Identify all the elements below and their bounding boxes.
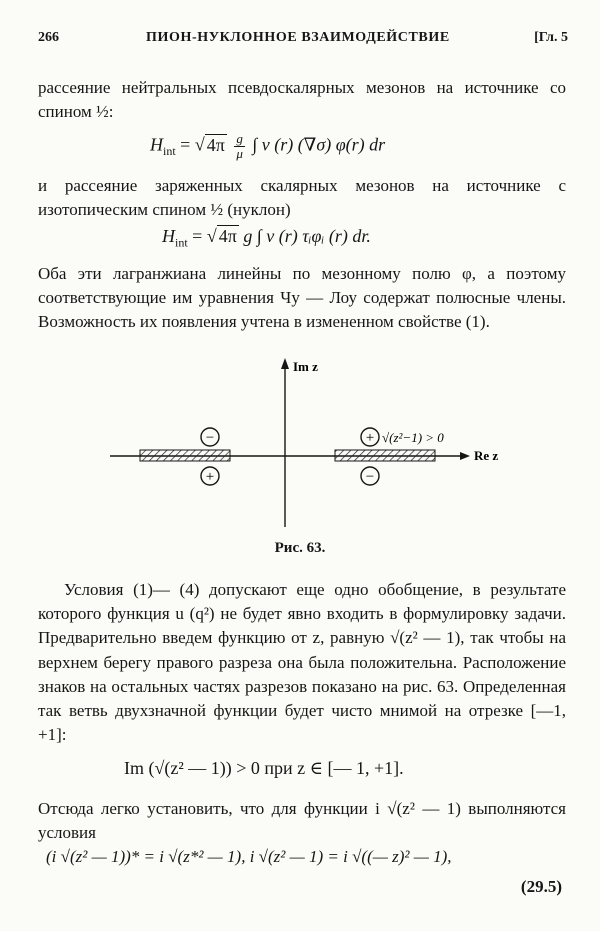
equation-charged-hamiltonian: $H_{int}$ = √ 4π g ∫ v (r) τᵢφᵢ (r) dr.	[162, 226, 371, 250]
eq2-body: g ∫ v (r) τᵢφᵢ (r) dr.	[243, 226, 371, 246]
paragraph-lagrangians: Оба эти лагранжиана линейны по мезонному полю φ, а поэтому соответствующие им уравнения Чу — Лоу содержат полюсные члены. Возможность их появления учтена в измененном свойстве (1).	[38, 264, 566, 332]
paragraph-conditions: Условия (1)— (4) допускают еще одно обобщение, в результате которого функция u (q²) не будет явно входить в формулировку задачи. Предварительно введем функцию от z, равную √(z² — 1), так чтобы на верхнем берегу правого разреза она была положительна. Расположение знаков на остальных частях разрезов показано на рис. 63. Определенная так ветвь двухзначной функции будет чисто мнимой на отрезке [—1, +1]:	[38, 580, 566, 745]
eq1-equals: =	[180, 134, 191, 155]
real-axis-arrow-icon	[460, 452, 470, 460]
eq1-sqrt: 4π	[206, 134, 225, 155]
right-branch-cut	[335, 450, 435, 461]
eq2-sqrt: 4π	[218, 226, 237, 246]
left-lower-sign: +	[205, 469, 215, 485]
left-upper-sign: −	[205, 430, 215, 446]
chapter-reference: [Гл. 5	[534, 30, 568, 45]
eq1-lhs-sub: int	[163, 144, 176, 159]
left-branch-cut	[140, 450, 230, 461]
eq1-fraction	[234, 132, 245, 161]
eq2-equals: =	[192, 226, 203, 246]
running-title: ПИОН-НУКЛОННОЕ ВЗАИМОДЕЙСТВИЕ	[146, 30, 450, 45]
eq1-frac-den: μ	[236, 146, 243, 161]
right-upper-sign: +	[365, 430, 375, 446]
equation-number: (29.5)	[520, 877, 562, 896]
paragraph-function-conditions: Отсюда легко установить, что для функции i √(z² — 1) выполняются условия	[38, 799, 566, 843]
eq1-frac-num: g	[234, 132, 245, 147]
page-header	[38, 30, 568, 52]
paragraph-charged-scattering: и рассеяние заряженных скалярных мезонов на источнике с изотопическим спином ½ (нуклон)	[38, 176, 566, 220]
imaginary-axis-arrow-icon	[281, 358, 289, 369]
right-lower-sign: −	[365, 469, 375, 485]
eq1-body: ∫ v (r) (∇σ) φ(r) dr	[252, 134, 386, 155]
equation-symmetry-conditions: (i √(z² — 1))* = i √(z*² — 1), i √(z² — 1) = i √((— z)² — 1),	[46, 847, 452, 866]
imaginary-axis-label: Im z	[293, 359, 318, 374]
paragraph-neutral-scattering: рассеяние нейтральных псевдоскалярных мезонов на источнике со спином ½:	[38, 78, 566, 122]
page-number: 266	[38, 30, 59, 45]
eq1-lhs: H	[150, 134, 163, 155]
right-branch-note: √(z²−1) > 0	[382, 430, 444, 445]
eq2-lhs-sub: int	[175, 235, 188, 250]
real-axis-label: Re z	[474, 448, 499, 463]
eq2-lhs: H	[162, 226, 175, 246]
figure-63-cut-plane	[0, 355, 600, 535]
equation-imaginary-condition: Im (√(z² — 1)) > 0 при z ∈ [— 1, +1].	[124, 758, 404, 778]
figure-caption: Рис. 63.	[274, 540, 326, 556]
equation-neutral-hamiltonian: $H_{int}$ = √ 4π $\frac{g}{\mu}$ ∫ v (r) (∇σ) φ(r) dr	[150, 131, 386, 161]
